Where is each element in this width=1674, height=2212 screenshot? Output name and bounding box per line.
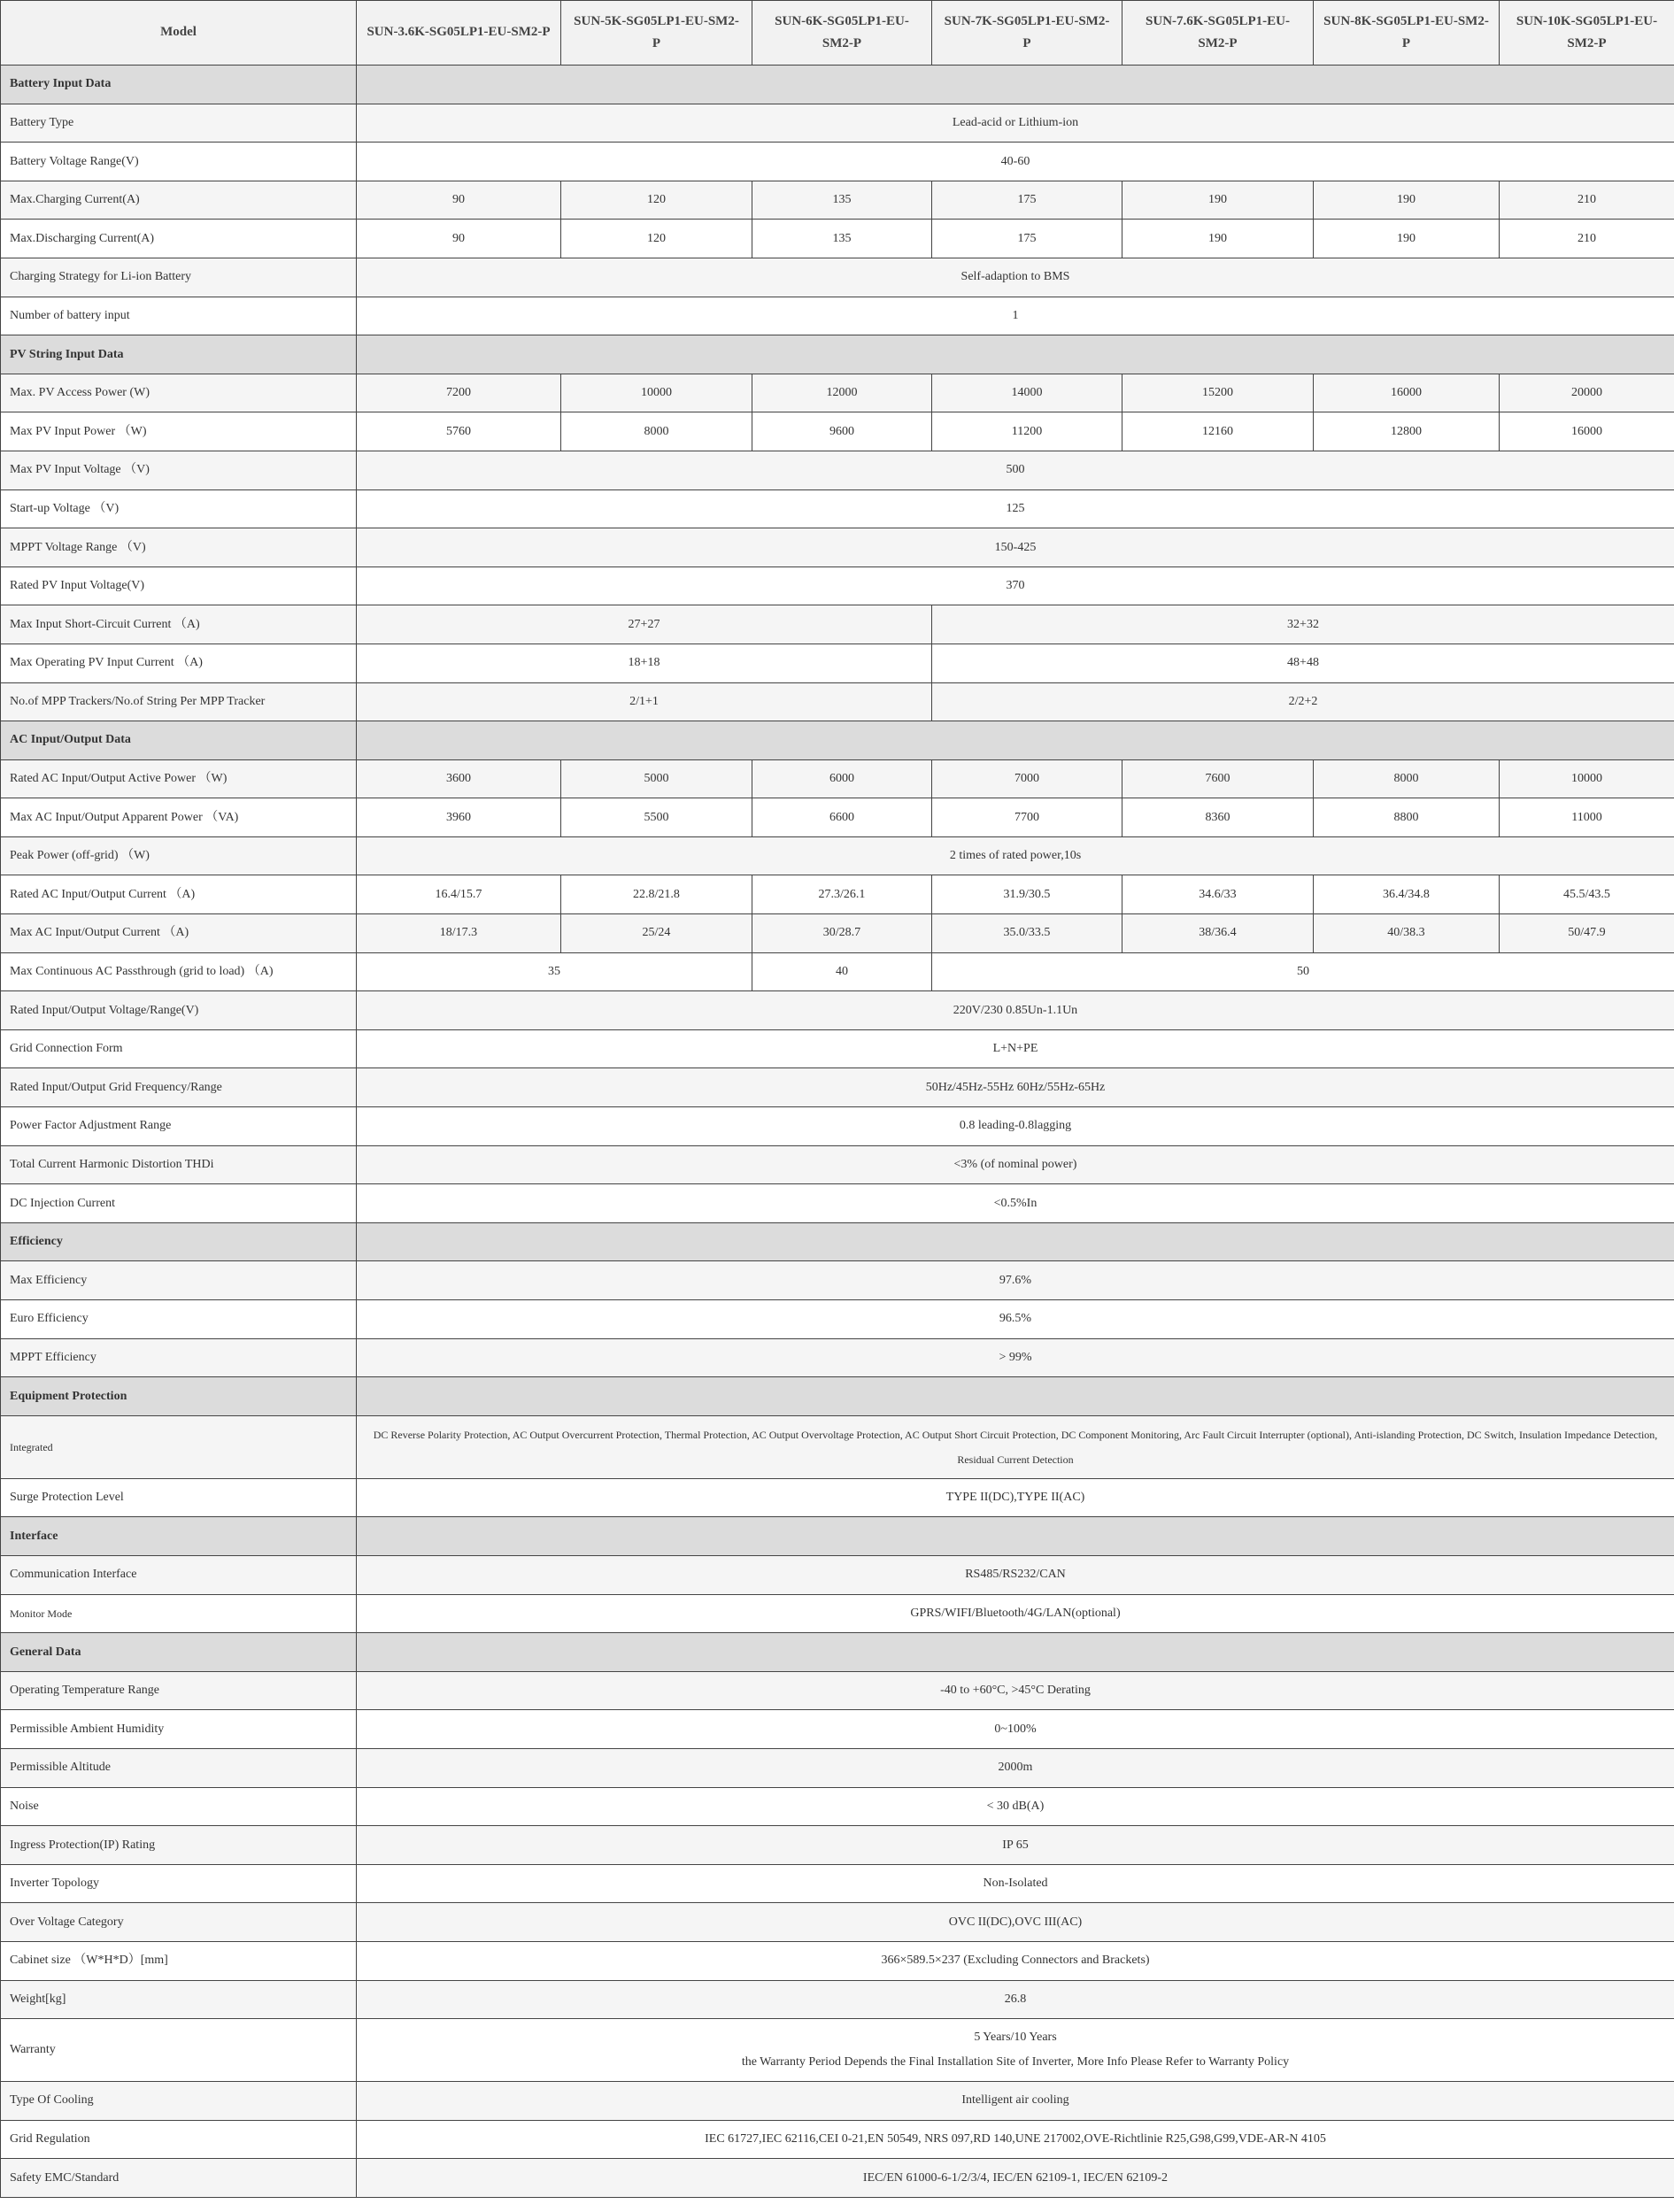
spec-label: Total Current Harmonic Distortion THDi	[1, 1145, 357, 1184]
spec-row-battery-type	[1, 104, 1674, 143]
spec-value: 370	[357, 566, 1674, 605]
spec-label: Power Factor Adjustment Range	[1, 1107, 357, 1146]
spec-row-operating-temperature-range	[1, 1671, 1674, 1710]
spec-label: DC Injection Current	[1, 1184, 357, 1223]
spec-value: IEC 61727,IEC 62116,CEI 0-21,EN 50549, NRS 097,RD 140,UNE 217002,OVE-Richtlinie R25,G98,G99,VDE-AR-N 4105	[357, 2120, 1674, 2159]
spec-value: OVC II(DC),OVC III(AC)	[357, 1903, 1674, 1942]
section-filler	[357, 1633, 1674, 1672]
spec-label: Communication Interface	[1, 1555, 357, 1594]
spec-label: Max AC Input/Output Apparent Power （VA)	[1, 798, 357, 837]
section-equipment-protection	[1, 1377, 1674, 1416]
section-battery-input-data	[1, 66, 1674, 104]
spec-label: Max.Charging Current(A)	[1, 181, 357, 220]
section-title: Equipment Protection	[1, 1377, 357, 1416]
spec-row-max-pv-input-power-w	[1, 412, 1674, 451]
section-title: Efficiency	[1, 1222, 357, 1261]
spec-row-communication-interface	[1, 1555, 1674, 1594]
spec-value: 36.4/34.8	[1314, 875, 1500, 914]
spec-value: 35	[357, 952, 752, 991]
spec-value: 7700	[932, 798, 1122, 837]
section-general-data	[1, 1633, 1674, 1672]
spec-value: 175	[932, 181, 1122, 220]
spec-value: 50	[932, 952, 1674, 991]
spec-row-grid-connection-form	[1, 1029, 1674, 1068]
spec-row-rated-input-output-grid-frequency-range	[1, 1068, 1674, 1107]
spec-value: 3600	[357, 759, 561, 798]
spec-row-safety-emc-standard	[1, 2159, 1674, 2198]
spec-value: 40-60	[357, 143, 1674, 181]
spec-value-line: 5 Years/10 Years	[974, 2031, 1057, 2045]
spec-label: Safety EMC/Standard	[1, 2159, 357, 2198]
spec-value: 50/47.9	[1500, 914, 1674, 953]
spec-value: Self-adaption to BMS	[357, 258, 1674, 297]
spec-value: 12000	[752, 374, 932, 412]
section-filler	[357, 335, 1674, 374]
section-title: AC Input/Output Data	[1, 721, 357, 760]
spec-label: Rated AC Input/Output Current （A)	[1, 875, 357, 914]
spec-value: 190	[1122, 220, 1314, 258]
section-filler	[357, 66, 1674, 104]
spec-value: 500	[357, 451, 1674, 489]
spec-row-max-input-short-circuit-current-a	[1, 605, 1674, 644]
spec-row-cabinet-size-w-h-d-mm	[1, 1941, 1674, 1980]
spec-value: 90	[357, 220, 561, 258]
spec-value: 18+18	[357, 644, 932, 682]
spec-value: 125	[357, 489, 1674, 528]
section-title: PV String Input Data	[1, 335, 357, 374]
spec-row-max-operating-pv-input-current-a	[1, 644, 1674, 682]
spec-value: Non-Isolated	[357, 1864, 1674, 1903]
section-filler	[357, 721, 1674, 760]
spec-value: 16000	[1500, 412, 1674, 451]
spec-value: Intelligent air cooling	[357, 2082, 1674, 2121]
spec-value: 8000	[561, 412, 752, 451]
spec-label: Permissible Altitude	[1, 1748, 357, 1787]
spec-row-charging-strategy-for-li-ion-battery	[1, 258, 1674, 297]
spec-value: 2 times of rated power,10s	[357, 836, 1674, 875]
spec-row-rated-ac-input-output-current-a	[1, 875, 1674, 914]
spec-value: 27.3/26.1	[752, 875, 932, 914]
spec-value: 7000	[932, 759, 1122, 798]
spec-value: -40 to +60°C, >45°C Derating	[357, 1671, 1674, 1710]
spec-value: DC Reverse Polarity Protection, AC Output Overcurrent Protection, Thermal Protection, AC Output Overvoltage Protection, AC Output Short Circuit Protection, DC Component Monitoring, Arc Fault Circuit Interrupter (optional), Anti-islanding Protection, DC Switch, Insulation Impedance Detection, Residual Current Detection	[357, 1415, 1674, 1478]
spec-value: 6600	[752, 798, 932, 837]
spec-row-integrated	[1, 1415, 1674, 1478]
model-header: Model	[1, 1, 357, 66]
spec-value: IP 65	[357, 1826, 1674, 1865]
spec-label: Battery Voltage Range(V)	[1, 143, 357, 181]
spec-value: 135	[752, 220, 932, 258]
spec-value: 220V/230 0.85Un-1.1Un	[357, 991, 1674, 1030]
spec-row-rated-pv-input-voltage-v	[1, 566, 1674, 605]
spec-value: > 99%	[357, 1338, 1674, 1377]
section-title: Interface	[1, 1517, 357, 1556]
spec-label: Rated Input/Output Voltage/Range(V)	[1, 991, 357, 1030]
spec-row-rated-ac-input-output-active-power-w	[1, 759, 1674, 798]
section-filler	[357, 1377, 1674, 1416]
spec-row-start-up-voltage-v	[1, 489, 1674, 528]
spec-label: Ingress Protection(IP) Rating	[1, 1826, 357, 1865]
spec-label: Rated Input/Output Grid Frequency/Range	[1, 1068, 357, 1107]
spec-value: Lead-acid or Lithium-ion	[357, 104, 1674, 143]
spec-value: 26.8	[357, 1980, 1674, 2019]
spec-label: Grid Regulation	[1, 2120, 357, 2159]
spec-label: Max Operating PV Input Current （A)	[1, 644, 357, 682]
spec-label: Start-up Voltage （V)	[1, 489, 357, 528]
spec-value: 14000	[932, 374, 1122, 412]
spec-value: 12160	[1122, 412, 1314, 451]
spec-row-grid-regulation	[1, 2120, 1674, 2159]
section-title: General Data	[1, 1633, 357, 1672]
spec-label: Operating Temperature Range	[1, 1671, 357, 1710]
spec-value: 11000	[1500, 798, 1674, 837]
spec-value: 32+32	[932, 605, 1674, 644]
spec-row-total-current-harmonic-distortion-thdi	[1, 1145, 1674, 1184]
spec-value: 8000	[1314, 759, 1500, 798]
spec-value: 15200	[1122, 374, 1314, 412]
spec-row-power-factor-adjustment-range	[1, 1107, 1674, 1146]
spec-value: 25/24	[561, 914, 752, 953]
spec-value: 8360	[1122, 798, 1314, 837]
spec-label: Rated AC Input/Output Active Power （W)	[1, 759, 357, 798]
spec-value: 96.5%	[357, 1300, 1674, 1339]
spec-value: 2/2+2	[932, 682, 1674, 721]
spec-label: Type Of Cooling	[1, 2082, 357, 2121]
spec-row-type-of-cooling	[1, 2082, 1674, 2121]
spec-label: Integrated	[1, 1415, 357, 1478]
spec-row-over-voltage-category	[1, 1903, 1674, 1942]
spec-row-no-of-mpp-trackers-no-of-string-per-mpp-tracker	[1, 682, 1674, 721]
section-efficiency	[1, 1222, 1674, 1261]
spec-row-number-of-battery-input	[1, 297, 1674, 335]
spec-value: 11200	[932, 412, 1122, 451]
spec-label: Max Efficiency	[1, 1261, 357, 1300]
spec-value: 90	[357, 181, 561, 220]
model-column-header: SUN-10K-SG05LP1-EU-SM2-P	[1500, 1, 1674, 66]
spec-value: IEC/EN 61000-6-1/2/3/4, IEC/EN 62109-1, IEC/EN 62109-2	[357, 2159, 1674, 2198]
spec-row-max-charging-current-a	[1, 181, 1674, 220]
spec-label: Max AC Input/Output Current （A)	[1, 914, 357, 953]
spec-value: 9600	[752, 412, 932, 451]
section-filler	[357, 1517, 1674, 1556]
spec-value: RS485/RS232/CAN	[357, 1555, 1674, 1594]
spec-value: 5500	[561, 798, 752, 837]
spec-row-dc-injection-current	[1, 1184, 1674, 1223]
spec-label: Warranty	[1, 2019, 357, 2082]
spec-value: < 30 dB(A)	[357, 1787, 1674, 1826]
spec-row-ingress-protection-ip-rating	[1, 1826, 1674, 1865]
spec-value: 6000	[752, 759, 932, 798]
spec-label: Battery Type	[1, 104, 357, 143]
spec-value: 45.5/43.5	[1500, 875, 1674, 914]
spec-row-euro-efficiency	[1, 1300, 1674, 1339]
spec-value: 2000m	[357, 1748, 1674, 1787]
spec-label: Over Voltage Category	[1, 1903, 357, 1942]
spec-row-permissible-ambient-humidity	[1, 1710, 1674, 1749]
spec-row-inverter-topology	[1, 1864, 1674, 1903]
spec-label: Permissible Ambient Humidity	[1, 1710, 357, 1749]
spec-value: 22.8/21.8	[561, 875, 752, 914]
spec-value: 16000	[1314, 374, 1500, 412]
spec-value: 210	[1500, 220, 1674, 258]
spec-value: 20000	[1500, 374, 1674, 412]
section-ac-input-output-data	[1, 721, 1674, 760]
spec-label: No.of MPP Trackers/No.of String Per MPP Tracker	[1, 682, 357, 721]
spec-value: 27+27	[357, 605, 932, 644]
spec-row-monitor-mode	[1, 1594, 1674, 1633]
spec-value: 190	[1314, 220, 1500, 258]
model-column-header: SUN-5K-SG05LP1-EU-SM2-P	[561, 1, 752, 66]
spec-value: 40	[752, 952, 932, 991]
spec-value	[357, 2019, 1674, 2082]
spec-value: 0.8 leading-0.8lagging	[357, 1107, 1674, 1146]
spec-value: 16.4/15.7	[357, 875, 561, 914]
spec-value: 31.9/30.5	[932, 875, 1122, 914]
spec-value: 3960	[357, 798, 561, 837]
spec-label: Monitor Mode	[1, 1594, 357, 1633]
spec-row-max-discharging-current-a	[1, 220, 1674, 258]
spec-label: Cabinet size （W*H*D）[mm]	[1, 1941, 357, 1980]
spec-value: 1	[357, 297, 1674, 335]
spec-label: Charging Strategy for Li-ion Battery	[1, 258, 357, 297]
spec-label: Noise	[1, 1787, 357, 1826]
spec-row-max-pv-input-voltage-v	[1, 451, 1674, 489]
spec-value: 40/38.3	[1314, 914, 1500, 953]
spec-value: 18/17.3	[357, 914, 561, 953]
section-title: Battery Input Data	[1, 66, 357, 104]
spec-label: Rated PV Input Voltage(V)	[1, 566, 357, 605]
model-column-header: SUN-7K-SG05LP1-EU-SM2-P	[932, 1, 1122, 66]
spec-value: 48+48	[932, 644, 1674, 682]
spec-value: <3% (of nominal power)	[357, 1145, 1674, 1184]
spec-label: Weight[kg]	[1, 1980, 357, 2019]
spec-body	[1, 66, 1674, 2198]
spec-value: 175	[932, 220, 1122, 258]
spec-label: Euro Efficiency	[1, 1300, 357, 1339]
spec-value: 7200	[357, 374, 561, 412]
section-filler	[357, 1222, 1674, 1261]
spec-value: 8800	[1314, 798, 1500, 837]
spec-value: 190	[1122, 181, 1314, 220]
spec-label: Max PV Input Power （W)	[1, 412, 357, 451]
spec-value: 10000	[1500, 759, 1674, 798]
spec-row-permissible-altitude	[1, 1748, 1674, 1787]
spec-value: 34.6/33	[1122, 875, 1314, 914]
spec-value: 120	[561, 220, 752, 258]
spec-value: 38/36.4	[1122, 914, 1314, 953]
spec-row-battery-voltage-range-v	[1, 143, 1674, 181]
spec-value: L+N+PE	[357, 1029, 1674, 1068]
spec-label: MPPT Efficiency	[1, 1338, 357, 1377]
spec-row-mppt-efficiency	[1, 1338, 1674, 1377]
spec-row-peak-power-off-grid-w	[1, 836, 1674, 875]
spec-row-weight-kg	[1, 1980, 1674, 2019]
spec-label: Max Input Short-Circuit Current （A)	[1, 605, 357, 644]
spec-value: 366×589.5×237 (Excluding Connectors and Brackets)	[357, 1941, 1674, 1980]
spec-value: 2/1+1	[357, 682, 932, 721]
spec-value: 35.0/33.5	[932, 914, 1122, 953]
spec-row-warranty	[1, 2019, 1674, 2082]
spec-value: 7600	[1122, 759, 1314, 798]
model-column-header: SUN-6K-SG05LP1-EU-SM2-P	[752, 1, 932, 66]
spec-value: 97.6%	[357, 1261, 1674, 1300]
spec-label: MPPT Voltage Range （V)	[1, 528, 357, 567]
spec-row-max-ac-input-output-apparent-power-va	[1, 798, 1674, 837]
spec-value: TYPE II(DC),TYPE II(AC)	[357, 1478, 1674, 1517]
spec-value: 135	[752, 181, 932, 220]
spec-value: 30/28.7	[752, 914, 932, 953]
model-column-header: SUN-8K-SG05LP1-EU-SM2-P	[1314, 1, 1500, 66]
spec-value: 10000	[561, 374, 752, 412]
spec-row-mppt-voltage-range-v	[1, 528, 1674, 567]
section-pv-string-input-data	[1, 335, 1674, 374]
spec-value: 0~100%	[357, 1710, 1674, 1749]
spec-value: <0.5%In	[357, 1184, 1674, 1223]
spec-label: Grid Connection Form	[1, 1029, 357, 1068]
spec-label: Max.Discharging Current(A)	[1, 220, 357, 258]
spec-label: Peak Power (off-grid) （W)	[1, 836, 357, 875]
section-interface	[1, 1517, 1674, 1556]
spec-label: Inverter Topology	[1, 1864, 357, 1903]
spec-row-noise	[1, 1787, 1674, 1826]
spec-label: Max Continuous AC Passthrough (grid to load) （A)	[1, 952, 357, 991]
spec-label: Max. PV Access Power (W)	[1, 374, 357, 412]
spec-value: 50Hz/45Hz-55Hz 60Hz/55Hz-65Hz	[357, 1068, 1674, 1107]
spec-label: Number of battery input	[1, 297, 357, 335]
spec-label: Max PV Input Voltage （V)	[1, 451, 357, 489]
spec-label: Surge Protection Level	[1, 1478, 357, 1517]
spec-row-max-efficiency	[1, 1261, 1674, 1300]
spec-row-rated-input-output-voltage-range-v	[1, 991, 1674, 1030]
header-row	[1, 1, 1674, 66]
spec-row-max-pv-access-power-w	[1, 374, 1674, 412]
spec-row-max-ac-input-output-current-a	[1, 914, 1674, 953]
spec-value: 5000	[561, 759, 752, 798]
spec-value: 12800	[1314, 412, 1500, 451]
spec-row-max-continuous-ac-passthrough-grid-to-load-a	[1, 952, 1674, 991]
model-column-header: SUN-7.6K-SG05LP1-EU-SM2-P	[1122, 1, 1314, 66]
spec-value: 210	[1500, 181, 1674, 220]
spec-value: 5760	[357, 412, 561, 451]
spec-value: 190	[1314, 181, 1500, 220]
spec-row-surge-protection-level	[1, 1478, 1674, 1517]
spec-value-note: the Warranty Period Depends the Final Installation Site of Inverter, More Info Please Refer to Warranty Policy	[741, 2055, 1290, 2069]
spec-value: GPRS/WIFI/Bluetooth/4G/LAN(optional)	[357, 1594, 1674, 1633]
spec-value: 150-425	[357, 528, 1674, 567]
model-column-header: SUN-3.6K-SG05LP1-EU-SM2-P	[357, 1, 561, 66]
spec-value: 120	[561, 181, 752, 220]
